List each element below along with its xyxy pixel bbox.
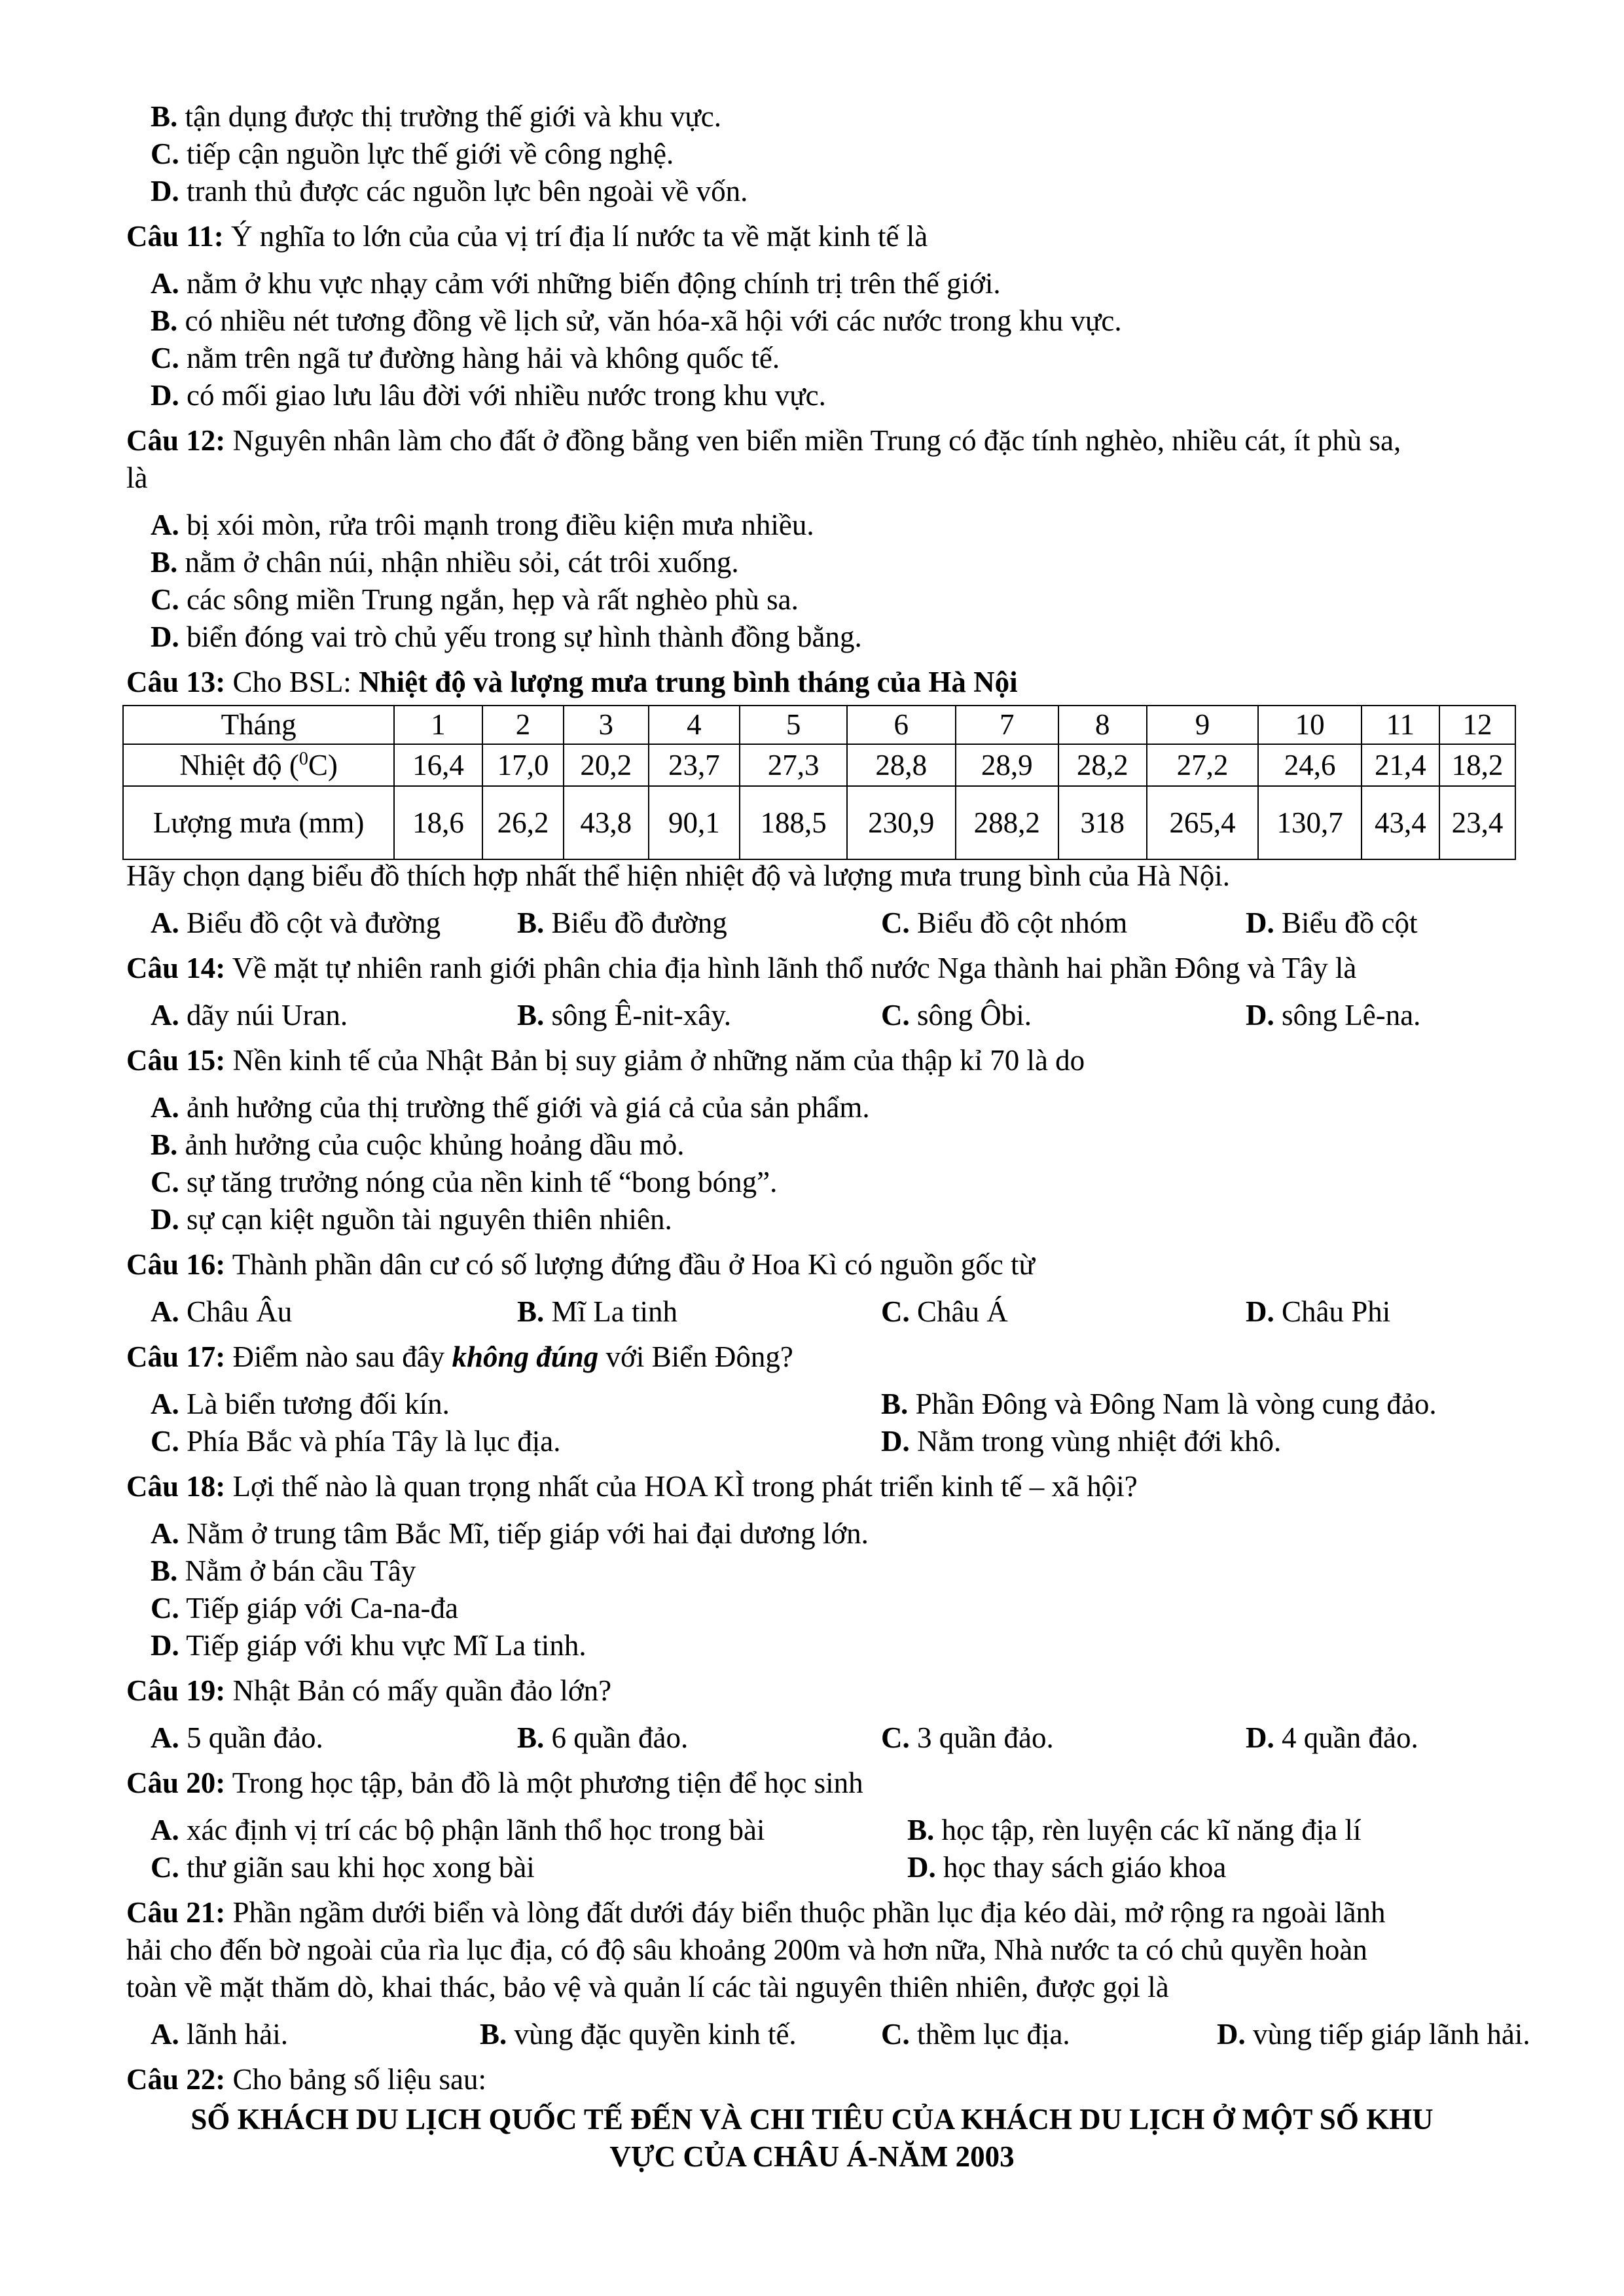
- q12-option-b: B. nằm ở chân núi, nhận nhiều sỏi, cát trôi xuống.: [151, 546, 739, 579]
- rainfall-cell: 318: [1058, 786, 1147, 859]
- month-cell: 1: [394, 706, 482, 744]
- q10-option-c: C. tiếp cận nguồn lực thế giới về công nghệ.: [151, 137, 674, 170]
- temperature-cell: 23,7: [649, 744, 740, 786]
- table-row-rainfall: [123, 786, 1515, 859]
- month-cell: 9: [1147, 706, 1259, 744]
- q13-option-c: C. Biểu đồ cột nhóm: [881, 906, 1128, 939]
- month-cell: 3: [564, 706, 648, 744]
- q16-stem: Câu 16: Thành phần dân cư có số lượng đứng đầu ở Hoa Kì có nguồn gốc từ: [126, 1248, 1035, 1281]
- q22-table-title-line-1: SỐ KHÁCH DU LỊCH QUỐC TẾ ĐẾN VÀ CHI TIÊU CỦA KHÁCH DU LỊCH Ở MỘT SỐ KHU: [190, 2103, 1434, 2136]
- q14-option-d: D. sông Lê-na.: [1246, 999, 1421, 1031]
- table-row-months: [123, 706, 1515, 744]
- q12-option-d: D. biển đóng vai trò chủ yếu trong sự hình thành đồng bằng.: [151, 620, 862, 653]
- q12-stem-cont: là: [126, 461, 148, 494]
- rainfall-cell: 23,4: [1439, 786, 1515, 859]
- table-row-temperature: [123, 744, 1515, 786]
- rainfall-cell: 90,1: [649, 786, 740, 859]
- temperature-header: Nhiệt độ ($^0$C): [123, 744, 394, 786]
- q15-option-b: B. ảnh hưởng của cuộc khủng hoảng dầu mỏ.: [151, 1128, 685, 1161]
- q19-option-d: D. 4 quần đảo.: [1246, 1721, 1418, 1754]
- q13-option-b: B. Biểu đồ đường: [517, 906, 727, 939]
- q17-option-c: C. Phía Bắc và phía Tây là lục địa.: [151, 1425, 561, 1458]
- q13-prompt: Hãy chọn dạng biểu đồ thích hợp nhất thể hiện nhiệt độ và lượng mưa trung bình của Hà Nội.: [126, 859, 1231, 892]
- q15-option-a: A. ảnh hưởng của thị trường thế giới và giá cả của sản phẩm.: [151, 1091, 870, 1124]
- q18-stem: Câu 18: Lợi thế nào là quan trọng nhất của HOA KÌ trong phát triển kinh tế – xã hội?: [126, 1470, 1138, 1503]
- q20-option-d: D. học thay sách giáo khoa: [907, 1851, 1227, 1884]
- q10-option-b: B. tận dụng được thị trường thế giới và khu vực.: [151, 100, 721, 133]
- q19-stem: Câu 19: Nhật Bản có mấy quần đảo lớn?: [126, 1674, 612, 1707]
- month-cell: 10: [1258, 706, 1361, 744]
- q17-keyword: không đúng: [452, 1340, 599, 1373]
- q14-option-b: B. sông Ê-nit-xây.: [517, 999, 732, 1031]
- q15-option-c: C. sự tăng trưởng nóng của nền kinh tế “bong bóng”.: [151, 1166, 778, 1198]
- q15-option-d: D. sự cạn kiệt nguồn tài nguyên thiên nhiên.: [151, 1203, 672, 1236]
- temperature-cell: 28,2: [1058, 744, 1147, 786]
- q22-stem: Câu 22: Cho bảng số liệu sau:: [126, 2063, 486, 2096]
- rainfall-cell: 265,4: [1147, 786, 1259, 859]
- q17-option-d: D. Nằm trong vùng nhiệt đới khô.: [881, 1425, 1282, 1458]
- temperature-cell: 20,2: [564, 744, 648, 786]
- month-cell: 4: [649, 706, 740, 744]
- q21-stem-cont-1: hải cho đến bờ ngoài của rìa lục địa, có độ sâu khoảng 200m và hơn nữa, Nhà nước ta có chủ quyền hoàn: [126, 1933, 1367, 1966]
- q12-option-c: C. các sông miền Trung ngắn, hẹp và rất nghèo phù sa.: [151, 583, 799, 616]
- month-cell: 6: [847, 706, 956, 744]
- q21-stem: Câu 21: Phần ngầm dưới biển và lòng đất dưới đáy biển thuộc phần lục địa kéo dài, mở rộng ra ngoài lãnh: [126, 1896, 1386, 1929]
- temperature-cell: 27,2: [1147, 744, 1259, 786]
- q20-option-c: C. thư giãn sau khi học xong bài: [151, 1851, 535, 1884]
- q19-option-c: C. 3 quần đảo.: [881, 1721, 1054, 1754]
- rainfall-cell: 230,9: [847, 786, 956, 859]
- q12-stem: Câu 12: Nguyên nhân làm cho đất ở đồng bằng ven biển miền Trung có đặc tính nghèo, nhiều cát, ít phù sa,: [126, 424, 1401, 457]
- q18-option-b: B. Nằm ở bán cầu Tây: [151, 1554, 416, 1587]
- rainfall-cell: 43,8: [564, 786, 648, 859]
- q11-option-c: C. nằm trên ngã tư đường hàng hải và không quốc tế.: [151, 342, 780, 374]
- q16-option-c: C. Châu Á: [881, 1295, 1008, 1328]
- q21-stem-cont-2: toàn về mặt thăm dò, khai thác, bảo vệ và quản lí các tài nguyên thiên nhiên, được gọi là: [126, 1971, 1169, 2003]
- q16-option-d: D. Châu Phi: [1246, 1295, 1391, 1328]
- month-cell: 5: [740, 706, 847, 744]
- q13-option-a: A. Biểu đồ cột và đường: [151, 906, 441, 939]
- q22-table-title-line-2: VỰC CỦA CHÂU Á-NĂM 2003: [609, 2140, 1015, 2173]
- q18-option-a: A. Nằm ở trung tâm Bắc Mĩ, tiếp giáp với hai đại dương lớn.: [151, 1517, 869, 1550]
- q19-option-b: B. 6 quần đảo.: [517, 1721, 689, 1754]
- rainfall-cell: 288,2: [956, 786, 1058, 859]
- month-cell: 2: [482, 706, 564, 744]
- q20-stem: Câu 20: Trong học tập, bản đồ là một phương tiện để học sinh: [126, 1767, 863, 1799]
- q21-option-a: A. lãnh hải.: [151, 2018, 288, 2051]
- rainfall-cell: 188,5: [740, 786, 847, 859]
- temperature-cell: 18,2: [1439, 744, 1515, 786]
- month-header: Tháng: [123, 706, 394, 744]
- rainfall-header: Lượng mưa (mm): [123, 786, 394, 859]
- q21-option-c: C. thềm lục địa.: [881, 2018, 1070, 2051]
- temperature-cell: 21,4: [1362, 744, 1439, 786]
- q17-option-a: A. Là biển tương đối kín.: [151, 1388, 450, 1420]
- temperature-cell: 16,4: [394, 744, 482, 786]
- month-cell: 11: [1362, 706, 1439, 744]
- q19-option-a: A. 5 quần đảo.: [151, 1721, 323, 1754]
- temperature-cell: 24,6: [1258, 744, 1361, 786]
- month-cell: 7: [956, 706, 1058, 744]
- temperature-cell: 27,3: [740, 744, 847, 786]
- q21-option-b: B. vùng đặc quyền kinh tế.: [480, 2018, 797, 2051]
- temperature-cell: 17,0: [482, 744, 564, 786]
- q13-stem: Câu 13: Cho BSL: Nhiệt độ và lượng mưa trung bình tháng của Hà Nội: [126, 666, 1018, 698]
- rainfall-cell: 26,2: [482, 786, 564, 859]
- q14-stem: Câu 14: Về mặt tự nhiên ranh giới phân chia địa hình lãnh thổ nước Nga thành hai phần Đông và Tây là: [126, 952, 1357, 984]
- q16-option-a: A. Châu Âu: [151, 1295, 293, 1328]
- climate-table: [122, 705, 1516, 860]
- rainfall-cell: 43,4: [1362, 786, 1439, 859]
- q20-option-b: B. học tập, rèn luyện các kĩ năng địa lí: [907, 1814, 1362, 1846]
- month-cell: 8: [1058, 706, 1147, 744]
- q11-option-a: A. nằm ở khu vực nhạy cảm với những biến động chính trị trên thế giới.: [151, 267, 1001, 300]
- q11-option-b: B. có nhiều nét tương đồng về lịch sử, văn hóa-xã hội với các nước trong khu vực.: [151, 304, 1122, 337]
- rainfall-cell: 18,6: [394, 786, 482, 859]
- month-cell: 12: [1439, 706, 1515, 744]
- q13-option-d: D. Biểu đồ cột: [1246, 906, 1418, 939]
- temperature-cell: 28,8: [847, 744, 956, 786]
- q20-option-a: A. xác định vị trí các bộ phận lãnh thổ học trong bài: [151, 1814, 765, 1846]
- temperature-cell: 28,9: [956, 744, 1058, 786]
- q13-table-title: Nhiệt độ và lượng mưa trung bình tháng của Hà Nội: [359, 666, 1018, 698]
- q21-option-d: D. vùng tiếp giáp lãnh hải.: [1217, 2018, 1530, 2051]
- q16-option-b: B. Mĩ La tinh: [517, 1295, 677, 1328]
- q12-option-a: A. bị xói mòn, rửa trôi mạnh trong điều kiện mưa nhiều.: [151, 509, 814, 541]
- q14-option-c: C. sông Ôbi.: [881, 999, 1032, 1031]
- q18-option-d: D. Tiếp giáp với khu vực Mĩ La tinh.: [151, 1629, 586, 1662]
- q11-option-d: D. có mối giao lưu lâu đời với nhiều nước trong khu vực.: [151, 379, 826, 412]
- q11-stem: Câu 11: Ý nghĩa to lớn của của vị trí địa lí nước ta về mặt kinh tế là: [126, 220, 928, 253]
- q17-option-b: B. Phần Đông và Đông Nam là vòng cung đảo.: [881, 1388, 1437, 1420]
- q15-stem: Câu 15: Nền kinh tế của Nhật Bản bị suy giảm ở những năm của thập kỉ 70 là do: [126, 1044, 1085, 1077]
- q10-option-d: D. tranh thủ được các nguồn lực bên ngoài về vốn.: [151, 175, 748, 207]
- rainfall-cell: 130,7: [1258, 786, 1361, 859]
- q17-stem: Câu 17: Điểm nào sau đây không đúng với Biển Đông?: [126, 1340, 793, 1373]
- q14-option-a: A. dãy núi Uran.: [151, 999, 348, 1031]
- q18-option-c: C. Tiếp giáp với Ca-na-đa: [151, 1592, 458, 1624]
